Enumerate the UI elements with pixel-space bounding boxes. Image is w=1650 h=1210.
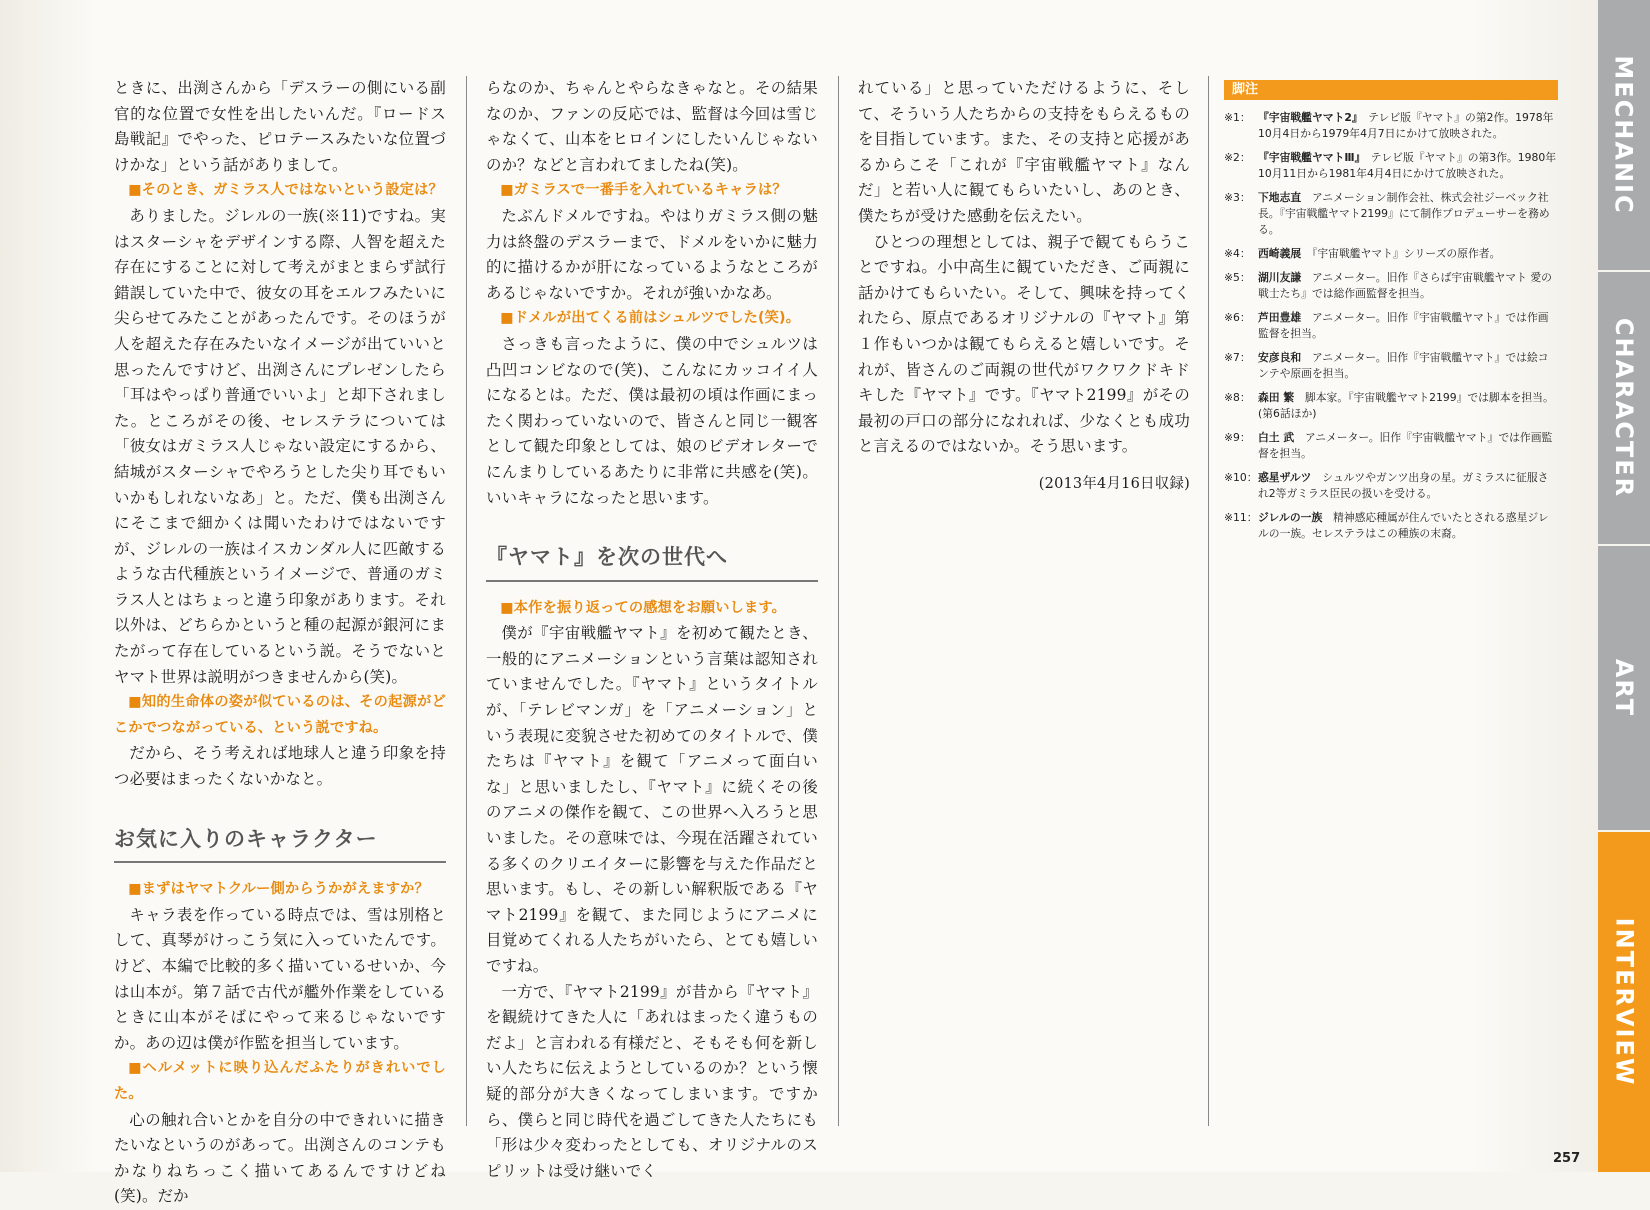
footnote-number: ※8：: [1224, 391, 1251, 404]
footnote-body: アニメーション制作会社、株式会社ジーベック社長。『宇宙戦艦ヤマト2199』にて制作プロデューサーを務める。: [1258, 191, 1550, 236]
footnote-item: [1224, 150, 1558, 182]
column-divider: [838, 76, 839, 1126]
footnote-term: 白土 武: [1258, 431, 1295, 444]
interview-question: ■ 知的生命体の姿が似ているのは、その起源がどこかでつながっている、という説ですね。: [114, 690, 446, 741]
column-divider: [1208, 76, 1209, 1126]
footnote-body: テレビ版『ヤマト』の第3作。1980年10月11日から1981年4月4日にかけて放映された。: [1258, 151, 1557, 180]
footnotes-title: 脚注: [1224, 80, 1558, 100]
footnote-item: [1224, 190, 1558, 238]
section-tab-label: ART: [1610, 658, 1639, 718]
footnote-text: [1258, 270, 1558, 302]
section-tab-label: MECHANIC: [1610, 55, 1638, 215]
paragraph: ひとつの理想としては、親子で観てもらうことですね。小中高生に観ていただき、ご両親に話かけてもらいたい。そして、興味を持ってくれたら、原点であるオリジナルの『ヤマト』第１作もいつかは観てもらえると嬉しいです。それが、皆さんのご両親の世代がワクワクドキドキした『ヤマト』です。『ヤマト2199』がその最初の戸口の部分になれれば、少なくとも成功と言えるのではないか。そう思います。: [858, 232, 1190, 456]
footnote-item: [1224, 110, 1558, 142]
footnote-text: [1258, 190, 1558, 238]
footnote-term: 湖川友謙: [1258, 271, 1302, 284]
paragraph: ときに、出渕さんから「デスラーの側にいる副官的な位置で女性を出したいんだ。『ロードス島戦記』でやった、ピロテースみたいな位置づけかな」という話がありまして。: [114, 79, 446, 174]
interview-question: ■ まずはヤマトクルー側からうかがえますか？: [114, 877, 446, 903]
paragraph: たぶんドメルですね。やはりガミラス側の魅力は終盤のデスラーまで、ドメルをいかに魅力的に描けるかが肝になっているようなところがあるじゃないですか。それが強いかなあ。: [486, 206, 818, 302]
footnote-term: 下地志直: [1258, 191, 1302, 204]
interview-question: ■ ヘルメットに映り込んだふたりがきれいでした。: [114, 1056, 446, 1107]
interview-question: ■ ガミラスで一番手を入れているキャラは？: [486, 178, 818, 204]
footnote-body: アニメーター。旧作『さらば宇宙戦艦ヤマト 愛の戦士たち』では総作画監督を担当。: [1258, 271, 1552, 300]
footnote-text: [1258, 510, 1558, 542]
recording-date: (2013年4月16日収録): [1038, 475, 1190, 492]
article-column-2: [486, 76, 818, 1184]
footnote-text: [1258, 150, 1558, 182]
article-column-1: [114, 76, 446, 1210]
footnote-term: 芦田豊雄: [1258, 311, 1302, 324]
article-column-3: [858, 76, 1190, 498]
footnote-text: [1258, 350, 1558, 382]
footnote-text: [1258, 310, 1558, 342]
footnote-term: 安彦良和: [1258, 351, 1302, 364]
footnote-text: [1258, 246, 1500, 262]
footnote-number: ※6：: [1224, 311, 1251, 324]
footnote-item: [1224, 350, 1558, 382]
paragraph: 心の触れ合いとかを自分の中できれいに描きたいなというのがあって。出渕さんのコンテもかなりねちっこく描いてあるんですけどね(笑)。だか: [114, 1110, 446, 1206]
footnote-number: ※7：: [1224, 351, 1251, 364]
footnote-item: [1224, 510, 1558, 542]
section-tab-interview: [1598, 832, 1650, 1172]
footnote-text: [1258, 470, 1558, 502]
footnote-item: [1224, 310, 1558, 342]
page-number: 257: [1553, 1151, 1581, 1166]
footnote-item: [1224, 246, 1558, 262]
section-tab-art: [1598, 546, 1650, 830]
footnote-number: ※10：: [1224, 471, 1258, 484]
footnote-body: テレビ版『ヤマト』の第2作。1978年10月4日から1979年4月7日にかけて放映された。: [1258, 111, 1554, 140]
footnote-item: [1224, 390, 1558, 422]
section-tab-label: INTERVIEW: [1610, 917, 1639, 1087]
column-divider: [466, 76, 467, 1126]
section-tab-label: CHARACTER: [1610, 317, 1638, 499]
footnote-item: [1224, 270, 1558, 302]
footnote-body: 『宇宙戦艦ヤマト』シリーズの原作者。: [1301, 247, 1501, 260]
footnote-list: [1224, 110, 1558, 542]
section-tab-character: [1598, 272, 1650, 544]
section-tabs: [1598, 0, 1650, 1172]
paragraph: キャラ表を作っている時点では、雪は別格として、真琴がけっこう気に入っていたんです。けど、本編で比較的多く描いているせいか、今は山本が。第７話で古代が艦外作業をしているときに山本がそばにやって来るじゃないですか。あの辺は僕が作監を担当しています。: [114, 905, 446, 1052]
footnote-term: 西崎義展: [1258, 247, 1302, 260]
paragraph: 僕が『宇宙戦艦ヤマト』を初めて観たとき、一般的にアニメーションという言葉は認知されていませんでした。『ヤマト』というタイトルが、「テレビマンガ」を「アニメーション」という表現に変貌させた初めてのタイトルで、僕たちは『ヤマト』を観て「アニメって面白いな」と思いましたし、『ヤマト』に続くその後のアニメの傑作を観て、この世界へ入ろうと思いました。その意味では、今現在活躍されている多くのクリエイターに影響を与えた作品だと思います。もし、その新しい解釈版である『ヤマト2199』を観て、また同じようにアニメに目覚めてくれる人たちがいたら、とても嬉しいですね。: [486, 624, 818, 975]
footnote-text: [1258, 390, 1558, 422]
section-tab-mechanic: [1598, 0, 1650, 270]
interview-question: ■ そのとき、ガミラス人ではないという設定は？: [114, 178, 446, 204]
interview-question: ■ 本作を振り返っての感想をお願いします。: [486, 596, 818, 622]
paragraph: だから、そう考えれば地球人と違う印象を持つ必要はまったくないかなと。: [114, 744, 446, 789]
footnote-body: 脚本家。『宇宙戦艦ヤマト2199』では脚本を担当。(第6話ほか): [1258, 391, 1554, 420]
paragraph: れている」と思っていただけるように、そして、そういう人たちからの支持をもらえるものを目指しています。また、その支持と応援があるからこそ「これが『宇宙戦艦ヤマト』なんだ」と若い人に観てもらいたいし、あのとき、僕たちが受けた感動を伝えたい。: [858, 79, 1190, 225]
footnote-term: 『宇宙戦艦ヤマトⅢ』: [1258, 151, 1360, 164]
footnote-number: ※4：: [1224, 247, 1251, 260]
footnote-term: 『宇宙戦艦ヤマト2』: [1258, 111, 1358, 124]
footnote-item: [1224, 430, 1558, 462]
footnote-text: [1258, 430, 1558, 462]
footnote-body: 精神感応種属が住んでいたとされる惑星ジレルの一族。セレステラはこの種族の末裔。: [1258, 511, 1549, 540]
footnote-term: 森田 繁: [1258, 391, 1295, 404]
paragraph: 一方で、『ヤマト2199』が昔から『ヤマト』を観続けてきた人に「あれはまったく違うものだよ」と言われる有様だと、そもそも何を新しい人たちに伝えようとしているのか？という懐疑的部分が大きくなってしまいます。ですから、僕らと同じ時代を過ごしてきた人たちにも「形は少々変わったとしても、オリジナルのスピリットは受け継いでく: [486, 982, 818, 1180]
interview-question: ■ ドメルが出てくる前はシュルツでした(笑)。: [486, 306, 818, 332]
footnote-term: 惑星ザルツ: [1258, 471, 1312, 484]
section-heading: 『ヤマト』を次の世代へ: [486, 545, 818, 582]
footnote-body: アニメーター。旧作『宇宙戦艦ヤマト』では作画監督を担当。: [1258, 311, 1549, 340]
footnote-term: ジレルの一族: [1258, 511, 1323, 524]
footnote-number: ※5：: [1224, 271, 1251, 284]
paragraph: さっきも言ったように、僕の中でシュルツは凸凹コンビなので(笑)、こんなにカッコイイ人になるとは。ただ、僕は最初の頃は作画にまったく関わっていないので、皆さんと同じ一観客として観た印象としては、娘のビデオレターでにんまりしているあたりに非常に共感を(笑)。いいキャラになったと思います。: [486, 334, 818, 507]
footnote-number: ※9：: [1224, 431, 1251, 444]
footnote-body: アニメーター。旧作『宇宙戦艦ヤマト』では作画監督を担当。: [1258, 431, 1553, 460]
section-heading: お気に入りのキャラクター: [114, 827, 446, 864]
footnote-text: [1258, 110, 1558, 142]
paragraph: ありました。ジレルの一族(※11)ですね。実はスターシャをデザインする際、人智を超えた存在にすることに対して考えがまとまらず試行錯誤していた中で、彼女の耳をエルフみたいに尖らせてみたことがあったんです。そのほうが人を超えた存在みたいなイメージが出ていいと思ったんですけど、出渕さんにプレゼンしたら「耳はやっぱり普通でいいよ」と却下されました。ところがその後、セレステラについては「彼女はガミラス人じゃない設定にするから、結城がスターシャでやろうとした尖り耳でもいいかもしれないなあ」と。ただ、僕も出渕さんにそこまで細かくは聞いたわけではないですが、ジレルの一族はイスカンダル人に匹敵するような古代種族というイメージで、普通のガミラス人とはちょっと違う印象があります。それ以外は、どちらかというと種の起源が銀河にまたがって存在しているという説。そうでないとヤマト世界は説明がつきませんから(笑)。: [114, 206, 446, 686]
footnote-item: [1224, 470, 1558, 502]
footnote-body: アニメーター。旧作『宇宙戦艦ヤマト』では絵コンテや原画を担当。: [1258, 351, 1549, 380]
footnote-number: ※11：: [1224, 511, 1258, 524]
footnotes: [1224, 80, 1558, 550]
footnote-number: ※2：: [1224, 151, 1251, 164]
paragraph: らなのか、ちゃんとやらなきゃなと。その結果なのか、ファンの反応では、監督は今回は雪じゃなくて、山本をヒロインにしたいんじゃないのか？などと言われてましたね(笑)。: [486, 79, 818, 174]
footnote-body: シュルツやガンツ出身の星。ガミラスに征服され2等ガミラス臣民の扱いを受ける。: [1258, 471, 1549, 500]
footnote-number: ※3：: [1224, 191, 1251, 204]
footnote-number: ※1：: [1224, 111, 1251, 124]
